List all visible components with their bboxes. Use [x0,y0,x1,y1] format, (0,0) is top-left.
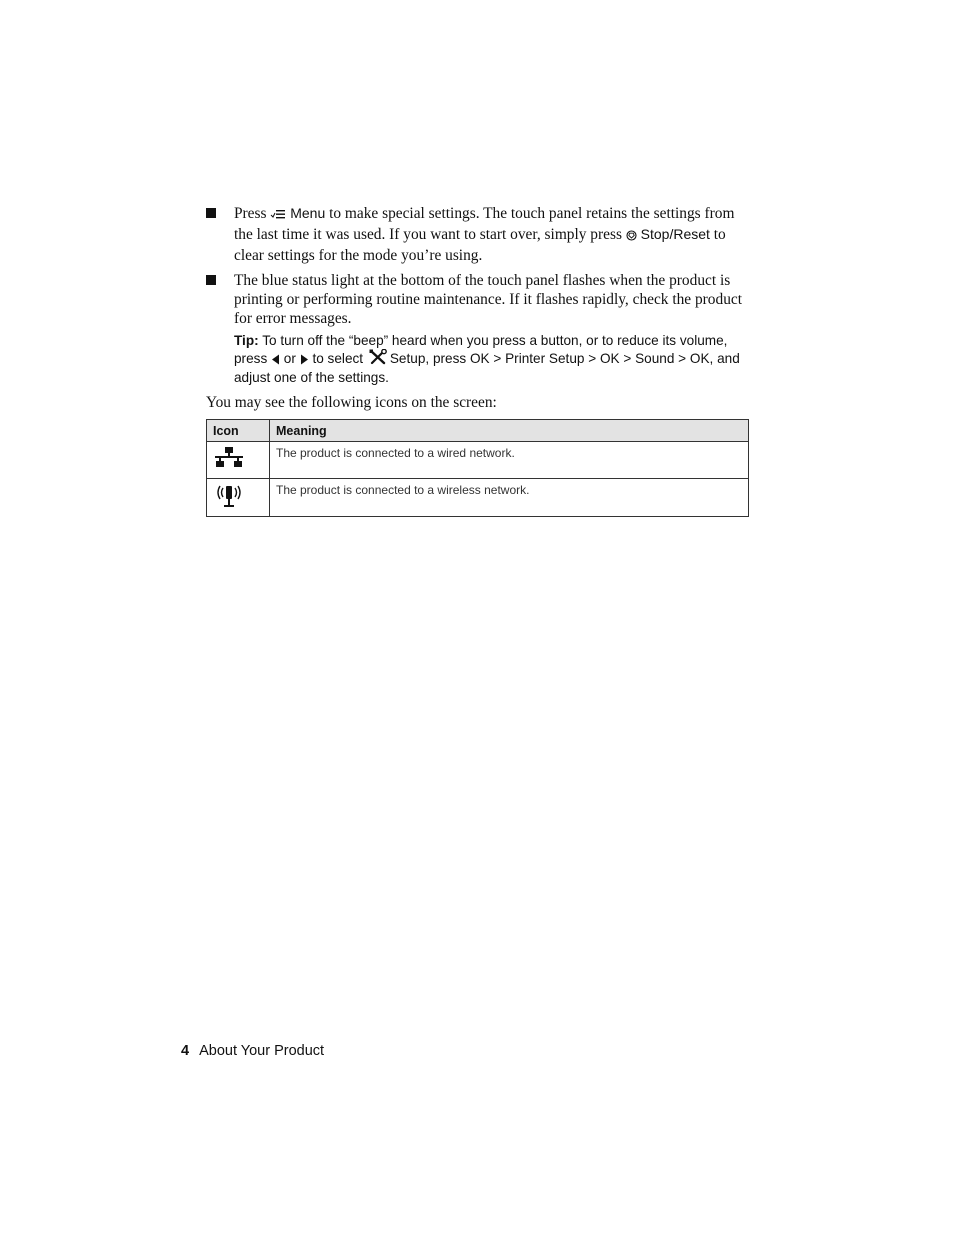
column-header-icon: Icon [207,420,270,442]
printer-setup-label: Printer Setup [505,351,585,366]
bullet-square [206,275,216,285]
bullet-text: to make special settings. The touch panel retains the settings from the last time it was used. If you want to start over, simply press [234,205,735,243]
meaning-cell: The product is connected to a wired network. [270,442,749,479]
wireless-network-icon [213,498,245,512]
left-arrow-icon [271,352,280,369]
icon-cell [207,479,270,517]
table-row [207,442,749,479]
bullet-list [206,204,750,334]
icons-table [206,419,749,517]
bullet-text: The blue status light at the bottom of the touch panel flashes when the product is printing or performing routine maintenance. If it flashes rapidly, check the product for error messages. [234,272,743,327]
column-header-meaning: Meaning [270,420,749,442]
bullet-text: to clear settings for the mode you’re using. [234,226,726,264]
tip-text: > [619,351,636,366]
sound-label: Sound [635,351,675,366]
tip-text: To turn off the “beep” heard when you press a button, or to reduce its volume, press [234,333,728,366]
menu-label: Menu [290,205,326,221]
stop-reset-label: Stop/Reset [640,226,710,242]
setup-wrench-icon [369,349,387,369]
tip-text: to select [308,351,367,366]
table-intro: You may see the following icons on the screen: [206,394,497,411]
menu-icon [270,206,286,225]
tip-text: or [280,351,300,366]
right-arrow-icon [300,352,309,369]
setup-label: Setup [389,351,426,366]
wired-network-icon [213,457,245,471]
icon-cell [207,442,270,479]
tip-label: Tip: [234,333,259,348]
ok-label: OK [599,351,620,366]
ok-label: OK [689,351,710,366]
ok-label: OK [469,351,490,366]
tip-text: > [584,351,600,366]
tip-text: > [489,351,506,366]
bullet-item-status-light [206,271,750,328]
page-number: 4 [181,1043,190,1059]
bullet-text: Press [234,205,271,222]
tip-text: , press [425,351,470,366]
tip-note [234,332,750,386]
stop-reset-icon [626,227,637,246]
table-row [207,479,749,517]
table-header-row [207,420,749,442]
meaning-cell: The product is connected to a wireless network. [270,479,749,517]
tip-text: > [674,351,690,366]
bullet-square [206,208,216,218]
page-footer [181,1043,324,1059]
section-title: About Your Product [199,1043,325,1059]
bullet-item-menu [206,204,750,265]
tip-text: , and adjust one of the settings. [234,351,740,385]
